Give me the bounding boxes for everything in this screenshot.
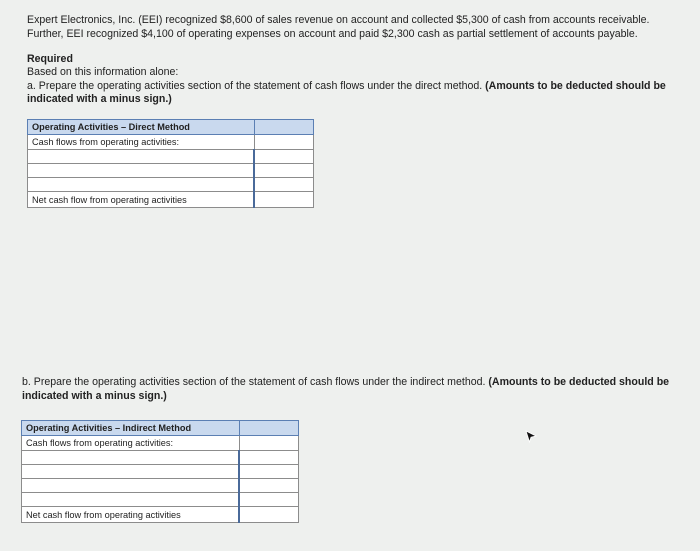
part-a-note: (Amounts to be deducted should be indicated with a minus sign.) bbox=[27, 79, 666, 105]
direct-table-header-blank bbox=[254, 120, 314, 135]
direct-label-input-1[interactable] bbox=[32, 150, 249, 163]
indirect-row-label-1[interactable] bbox=[22, 451, 240, 465]
indirect-amount-input-1[interactable] bbox=[244, 451, 294, 464]
indirect-net-cash-amount[interactable] bbox=[239, 507, 299, 523]
indirect-net-cash-label: Net cash flow from operating activities bbox=[22, 507, 240, 523]
direct-label-input-2[interactable] bbox=[32, 164, 249, 177]
part-a-text: a. Prepare the operating activities section of the statement of cash flows under the direct method. bbox=[27, 79, 486, 92]
direct-row-amount-3[interactable] bbox=[254, 178, 314, 192]
indirect-row-label-3[interactable] bbox=[22, 479, 240, 493]
direct-row-label-3[interactable] bbox=[28, 178, 255, 192]
direct-net-cash-label: Net cash flow from operating activities bbox=[28, 192, 255, 208]
indirect-row-amount-1[interactable] bbox=[239, 451, 299, 465]
indirect-table-header-blank bbox=[239, 421, 299, 436]
indirect-amount-input-3[interactable] bbox=[244, 479, 294, 492]
indirect-row-label-2[interactable] bbox=[22, 465, 240, 479]
direct-row-label-1[interactable] bbox=[28, 150, 255, 164]
direct-net-cash-input[interactable] bbox=[259, 193, 309, 206]
indirect-table-header: Operating Activities – Indirect Method bbox=[22, 421, 240, 436]
direct-amount-input-3[interactable] bbox=[259, 178, 309, 191]
direct-row-label-2[interactable] bbox=[28, 164, 255, 178]
direct-label-input-3[interactable] bbox=[32, 178, 249, 191]
part-a-instruction bbox=[27, 80, 687, 107]
part-b-text: b. Prepare the operating activities section of the statement of cash flows under the indirect method. bbox=[22, 376, 489, 388]
direct-subheader: Cash flows from operating activities: bbox=[28, 135, 255, 150]
indirect-label-input-2[interactable] bbox=[26, 465, 234, 478]
indirect-amount-input-2[interactable] bbox=[244, 465, 294, 478]
required-instructions bbox=[27, 66, 687, 107]
indirect-row-amount-4[interactable] bbox=[239, 493, 299, 507]
part-b-instruction bbox=[22, 376, 692, 403]
direct-method-table bbox=[27, 119, 314, 208]
required-line1: Based on this information alone: bbox=[27, 66, 179, 78]
direct-net-cash-amount[interactable] bbox=[254, 192, 314, 208]
direct-row-amount-2[interactable] bbox=[254, 164, 314, 178]
indirect-method-table bbox=[21, 420, 299, 523]
indirect-row-amount-3[interactable] bbox=[239, 479, 299, 493]
direct-subheader-blank bbox=[254, 135, 314, 150]
indirect-amount-input-4[interactable] bbox=[244, 493, 294, 506]
indirect-row-label-4[interactable] bbox=[22, 493, 240, 507]
indirect-net-cash-input[interactable] bbox=[244, 508, 294, 521]
part-b-note: (Amounts to be deducted should be indicated with a minus sign.) bbox=[22, 376, 670, 402]
indirect-subheader: Cash flows from operating activities: bbox=[22, 436, 240, 451]
required-heading: Required bbox=[27, 53, 73, 65]
indirect-label-input-3[interactable] bbox=[26, 479, 234, 492]
direct-amount-input-2[interactable] bbox=[259, 164, 309, 177]
indirect-row-amount-2[interactable] bbox=[239, 465, 299, 479]
direct-table-header: Operating Activities – Direct Method bbox=[28, 120, 255, 135]
mouse-pointer-icon bbox=[524, 430, 538, 444]
indirect-subheader-blank bbox=[239, 436, 299, 451]
direct-row-amount-1[interactable] bbox=[254, 150, 314, 164]
indirect-label-input-4[interactable] bbox=[26, 493, 234, 506]
indirect-label-input-1[interactable] bbox=[26, 451, 234, 464]
problem-intro: Expert Electronics, Inc. (EEI) recognized $8,600 of sales revenue on account and collected $5,300 of cash from accounts receivable. Further, EEI recognized $4,100 of operating expenses on account and paid $2,300 cash as partial settlement of accounts payable. bbox=[27, 14, 650, 40]
direct-amount-input-1[interactable] bbox=[259, 150, 309, 163]
